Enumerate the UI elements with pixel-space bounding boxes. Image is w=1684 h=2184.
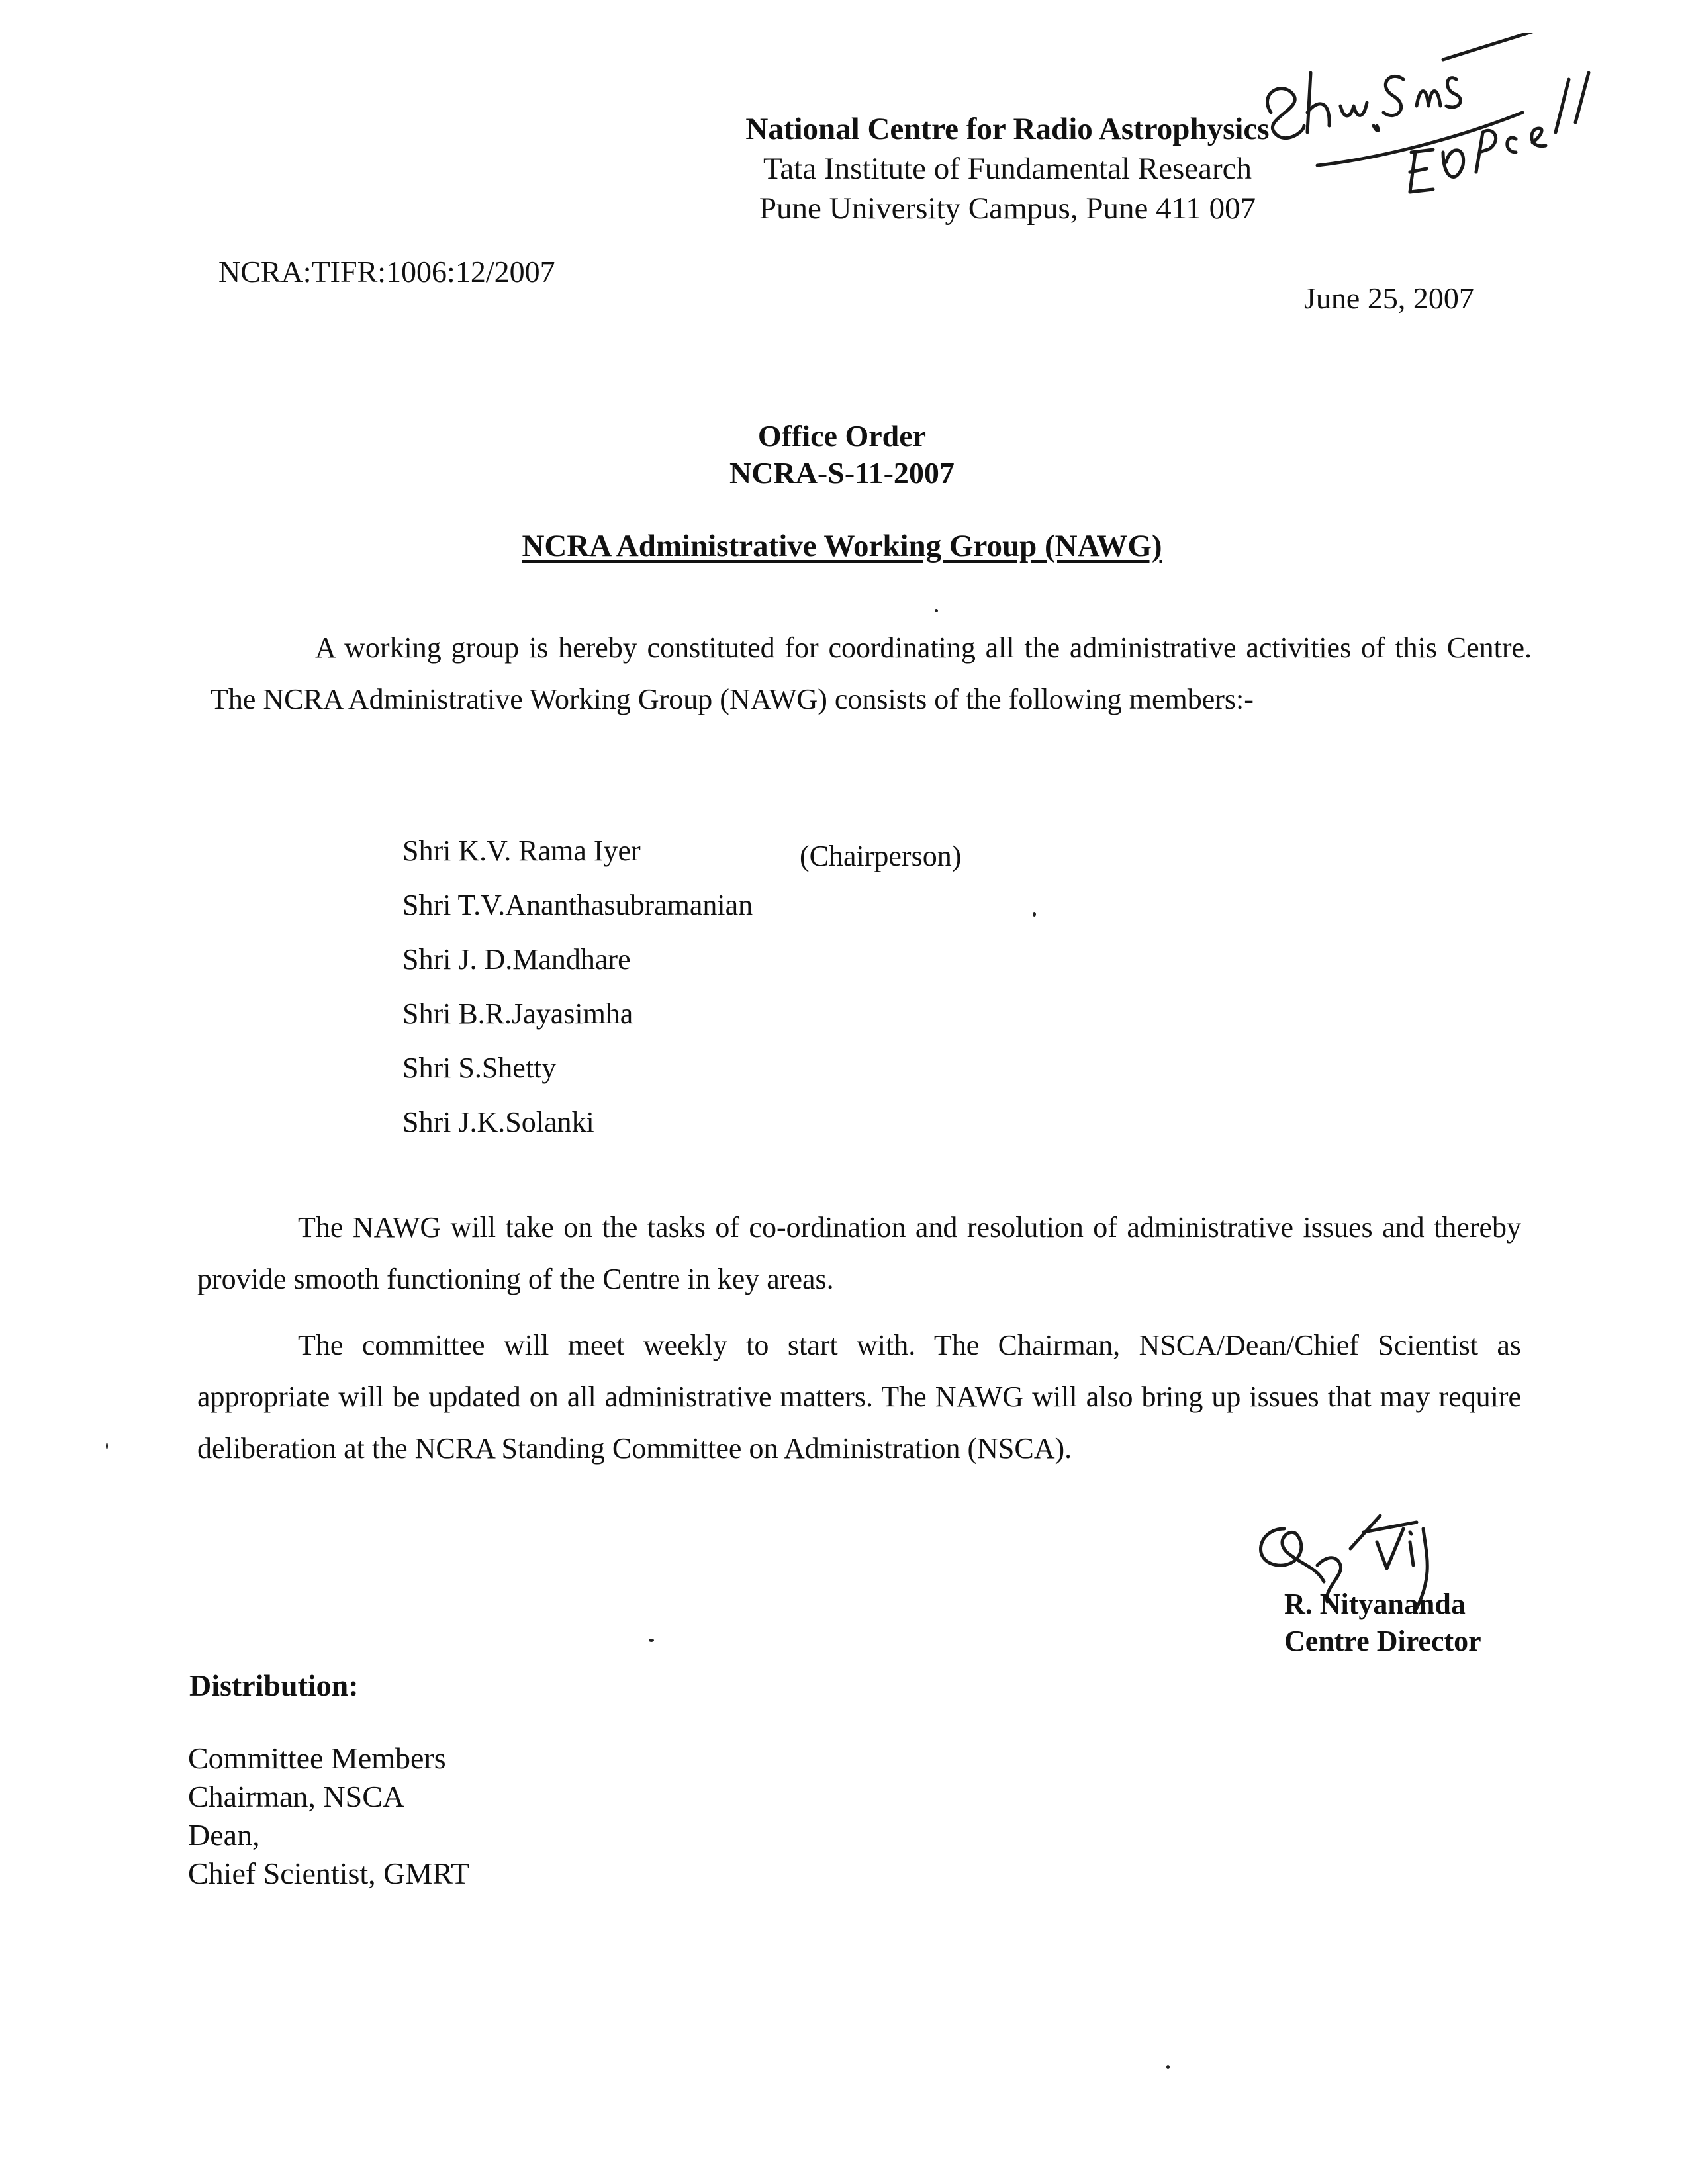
document-date: June 25, 2007 (1304, 281, 1474, 315)
org-address: Pune University Campus, Pune 411 007 (759, 191, 1256, 226)
order-subject: NCRA Administrative Working Group (NAWG) (522, 529, 1162, 563)
distribution-heading: Distribution: (189, 1668, 359, 1702)
scan-speck (106, 1443, 108, 1449)
list-item: Shri B.R.Jayasimha (402, 997, 633, 1030)
list-item: Shri K.V. Rama Iyer (Chairperson) (402, 835, 962, 872)
distribution-list (188, 1739, 469, 1893)
scan-speck (649, 1639, 654, 1642)
list-item: Chief Scientist, GMRT (188, 1856, 470, 1890)
signatory-name: R. Nityananda (1284, 1588, 1466, 1620)
paragraph-intro: A working group is hereby constituted for coordinating all the administrative activities of this Centre. The NCRA Administrative Working Group (NAWG) consists of the following members:- (210, 631, 1532, 715)
institute-name: Tata Institute of Fundamental Research (763, 152, 1252, 186)
list-item: Shri T.V.Ananthasubramanian (402, 889, 753, 921)
list-item: Dean, (188, 1818, 260, 1852)
signatory-title: Centre Director (1284, 1625, 1481, 1657)
paragraph-tasks: The NAWG will take on the tasks of co-ordination and resolution of administrative issues and thereby provide smooth functioning of the Centre in key areas. (197, 1211, 1521, 1295)
list-item: Shri S.Shetty (402, 1052, 557, 1084)
list-item: Shri J. D.Mandhare (402, 943, 631, 976)
scan-speck (1166, 2065, 1170, 2069)
members-list (402, 834, 1131, 1160)
order-number: NCRA-S-11-2007 (729, 456, 955, 490)
scan-speck (935, 609, 938, 612)
paragraph-meetings: The committee will meet weekly to start with. The Chairman, NSCA/Dean/Chief Scientist as appropriate will be updated on all administrative matters. The NAWG will also bring up issues that may require deliberation at the NCRA Standing Committee on Administration (NSCA). (197, 1329, 1521, 1465)
org-name: National Centre for Radio Astrophysics (745, 112, 1270, 146)
list-item: Shri J.K.Solanki (402, 1106, 594, 1138)
scan-speck (1033, 912, 1036, 917)
list-item: Chairman, NSCA (188, 1780, 405, 1813)
order-title: Office Order (757, 419, 927, 453)
reference-number: NCRA:TIFR:1006:12/2007 (218, 255, 555, 289)
list-item: Committee Members (188, 1741, 446, 1775)
